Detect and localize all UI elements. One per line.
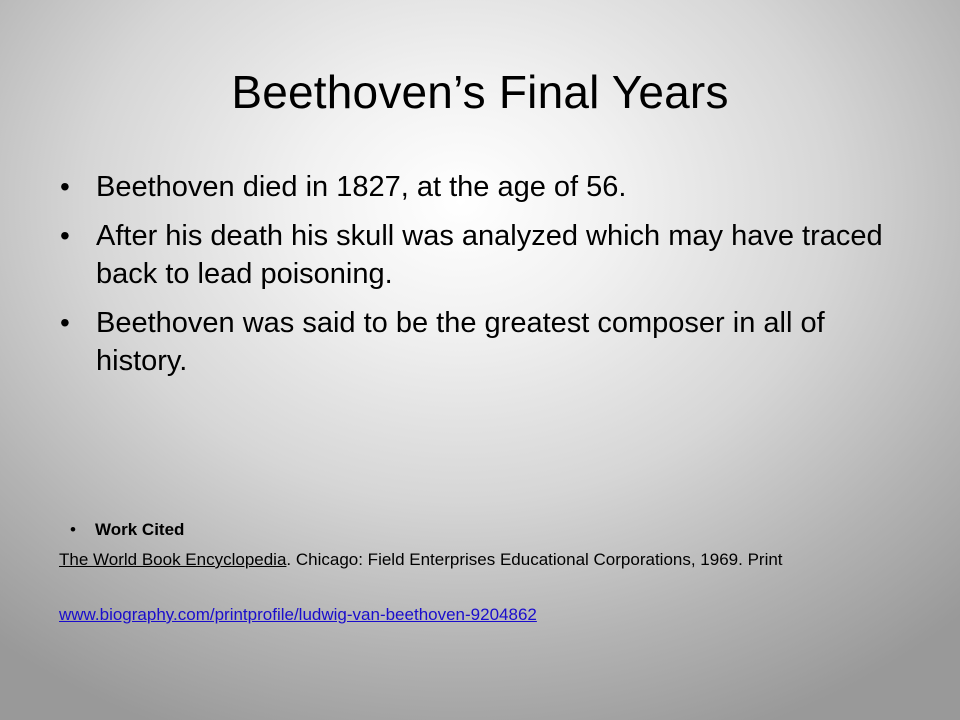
works-cited-heading [70, 518, 184, 542]
book-citation [59, 549, 909, 570]
biography-link[interactable]: www.biography.com/printprofile/ludwig-van-beethoven-9204862 [59, 605, 537, 624]
bullet-item-greatest-composer [58, 304, 898, 380]
slide-title: Beethoven’s Final Years [231, 66, 729, 118]
bullet-marker-icon: • [60, 307, 70, 338]
bullet-marker-icon: • [70, 520, 76, 539]
bullet-marker-icon: • [60, 220, 70, 251]
book-title: The World Book Encyclopedia [59, 550, 287, 569]
bullet-list [58, 168, 898, 391]
works-cited-label: Work Cited [95, 520, 185, 539]
book-details: . Chicago: Field Enterprises Educational Corporations, 1969. Print [286, 550, 783, 569]
bullet-text: After his death his skull was analyzed which may have traced back to lead poisoning. [96, 220, 883, 290]
bullet-text: Beethoven was said to be the greatest composer in all of history. [96, 307, 825, 377]
bullet-item-death [58, 168, 898, 206]
bullet-item-skull-analysis [58, 217, 898, 293]
bullet-text: Beethoven died in 1827, at the age of 56. [96, 171, 627, 203]
bullet-marker-icon: • [60, 171, 70, 202]
